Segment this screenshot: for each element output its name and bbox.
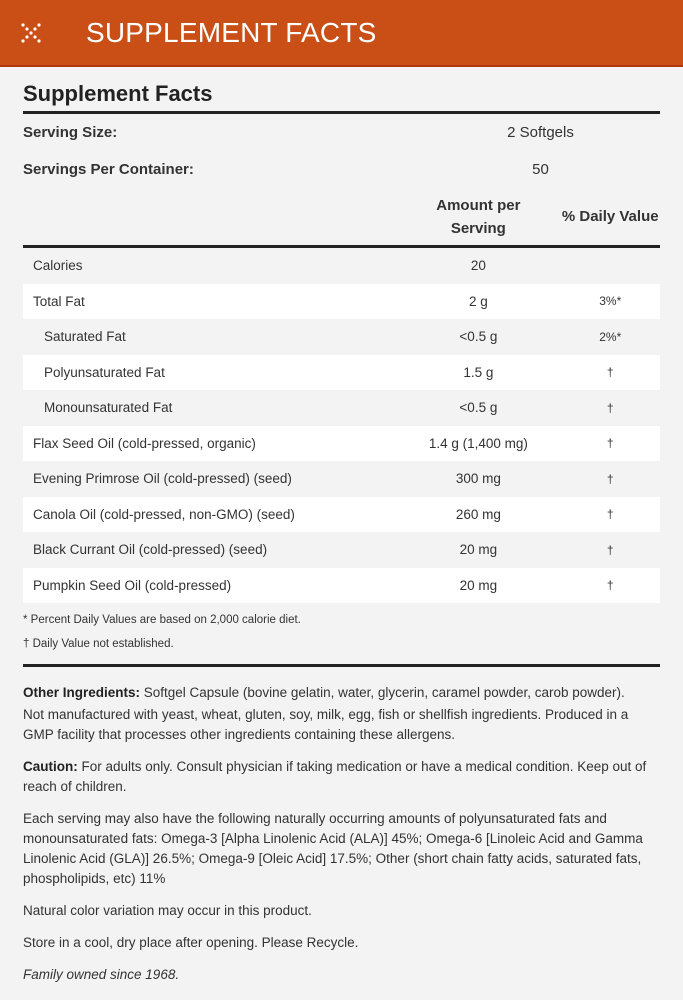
table-row [23,461,660,497]
table-row [23,426,660,462]
nutrient-amount: <0.5 g [459,400,498,416]
nutrient-daily-value: † [606,400,614,415]
table-row [23,284,660,320]
nutrient-amount: 260 mg [455,506,501,522]
table-row [23,568,660,604]
footnote-not-established: † Daily Value not established. [23,638,174,650]
footnote-daily-values: * Percent Daily Values are based on 2,000 calorie diet. [23,614,301,626]
nutrient-name: Evening Primrose Oil (cold-pressed) (seed) [33,471,292,487]
nutrient-daily-value: † [606,507,614,522]
servings-per-container-label: Servings Per Container: [23,161,194,178]
column-header-amount: Amount per Serving [436,196,521,237]
nutrient-name: Saturated Fat [44,329,126,345]
supplement-facts-panel [0,67,683,985]
nutrient-amount: 1.4 g (1,400 mg) [428,435,528,451]
nutrient-daily-value: † [606,578,614,593]
servings-per-container-value: 50 [532,161,549,178]
other-ingredients-label: Other Ingredients: [23,685,141,700]
nutrient-name: Canola Oil (cold-pressed, non-GMO) (seed) [33,506,295,522]
close-icon[interactable] [20,22,42,44]
table-row [23,319,660,355]
table-row [23,532,660,568]
table-row [23,390,660,426]
table-row [23,497,660,533]
nutrient-amount: 2 g [468,293,488,309]
modal-header [0,0,683,67]
other-ingredients [23,683,660,703]
nutrient-name: Total Fat [33,293,85,309]
serving-size-label: Serving Size: [23,124,118,141]
table-row [23,355,660,391]
nutrient-amount: 20 [470,258,486,274]
section-divider [23,664,660,667]
nutrient-table [23,248,660,603]
color-variation-statement: Natural color variation may occur in this product. [23,903,312,918]
caution-text: For adults only. Consult physician if taking medication or have a medical condition. Keep out of reach of children. [23,759,647,794]
nutrient-daily-value: † [606,471,614,486]
nutrient-amount: 1.5 g [463,364,494,380]
nutrient-amount: 300 mg [455,471,501,487]
serving-size-row [23,114,660,151]
nutrient-daily-value: † [606,365,614,380]
nutrient-amount: 20 mg [459,542,498,558]
nutrient-daily-value: † [606,436,614,451]
nutrient-name: Pumpkin Seed Oil (cold-pressed) [33,577,232,593]
fatty-acids-statement: Each serving may also have the following naturally occurring amounts of polyunsaturated fats and monounsaturated fats: Omega-3 [Alpha Linolenic Acid (ALA)] 45%; Omega-6 [Linoleic Acid and Gamma Linolenic Acid (GLA)] 26.5%; Omega-9 [Oleic Acid] 17.5%; Other (short chain fatty acids, saturated fats, phospholipids, etc) 11% [23,811,643,886]
nutrient-daily-value: 3%* [599,294,622,309]
nutrient-amount: <0.5 g [459,329,498,345]
table-row [23,248,660,284]
other-ingredients-text: Softgel Capsule (bovine gelatin, water, glycerin, caramel powder, carob powder). [140,685,625,700]
allergen-statement: Not manufactured with yeast, wheat, gluten, soy, milk, egg, fish or shellfish ingredients. Produced in a GMP facility that processes other ingredients containing these allergens. [23,707,629,742]
nutrient-name: Polyunsaturated Fat [44,364,165,380]
storage-statement: Store in a cool, dry place after opening. Please Recycle. [23,935,359,950]
header-title: SUPPLEMENT FACTS [86,17,377,48]
caution-statement [23,757,660,797]
nutrient-name: Black Currant Oil (cold-pressed) (seed) [33,542,268,558]
nutrient-name: Monounsaturated Fat [44,400,173,416]
servings-per-container-row [23,151,660,188]
serving-size-value: 2 Softgels [507,124,574,141]
nutrient-name: Calories [33,258,83,274]
column-header-daily-value: % Daily Value [561,208,659,225]
nutrient-daily-value: † [606,542,614,557]
nutrient-amount: 20 mg [459,577,498,593]
nutrient-daily-value: 2%* [599,329,622,344]
table-header [23,188,660,248]
caution-label: Caution: [23,759,78,774]
facts-title: Supplement Facts [23,67,660,114]
family-owned-statement: Family owned since 1968. [23,967,180,982]
nutrient-name: Flax Seed Oil (cold-pressed, organic) [33,435,256,451]
